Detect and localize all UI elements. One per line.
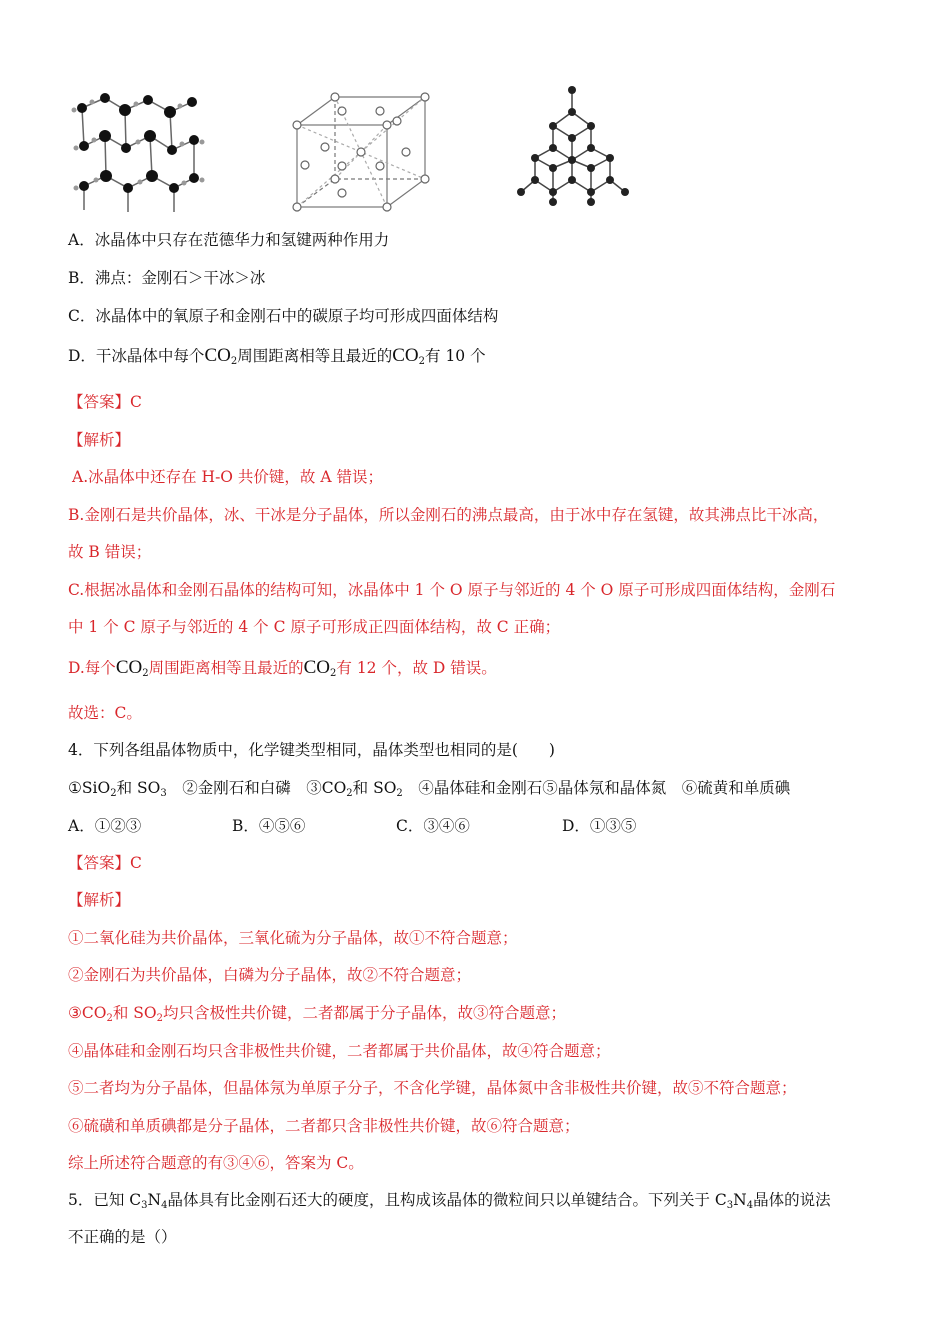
q3-option-a: A．冰晶体中只存在范德华力和氢键两种作用力 bbox=[68, 231, 390, 249]
q3-answer: 【答案】C bbox=[68, 393, 142, 411]
q3-analysis-b-line1: B.金刚石是共价晶体，冰、干冰是分子晶体，所以金刚石的沸点最高，由于冰中存在氢键，故其沸点比干冰高， bbox=[68, 506, 829, 524]
q4-analysis-2: ②金刚石为共价晶体，白磷为分子晶体，故②不符合题意； bbox=[68, 966, 472, 984]
q5-stem-line2: 不正确的是（） bbox=[68, 1228, 177, 1246]
q3-analysis-b-line2: 故 B 错误； bbox=[68, 543, 152, 561]
ice-crystal-structure-icon bbox=[70, 88, 210, 218]
q3-analysis-heading: 【解析】 bbox=[68, 431, 131, 449]
q3-option-c: C．冰晶体中的氧原子和金刚石中的碳原子均可形成四面体结构 bbox=[68, 307, 499, 325]
q4-analysis-3: $③CO_2$和 $SO_2$均只含极性共价键，二者都属于分子晶体，故③符合题意； bbox=[68, 1004, 566, 1024]
diamond-crystal-structure-icon bbox=[515, 82, 635, 212]
q4-option-a: A．①②③ bbox=[68, 817, 142, 835]
q4-analysis-6: ⑥硫磺和单质碘都是分子晶体，二者都只含非极性共价键，故⑥符合题意； bbox=[68, 1117, 580, 1135]
q4-stem: 4．下列各组晶体物质中，化学键类型相同，晶体类型也相同的是( ) bbox=[68, 741, 555, 759]
q4-options bbox=[68, 816, 636, 836]
q4-analysis-5: ⑤二者均为分子晶体，但晶体氖为单原子分子，不含化学键，晶体氮中含非极性共价键，故⑤不符合题意； bbox=[68, 1079, 797, 1097]
q4-option-d: D．①③⑤ bbox=[562, 817, 637, 835]
q3-analysis-c-line1: C.根据冰晶体和金刚石晶体的结构可知，冰晶体中 1 个 O 原子与邻近的 4 个 O 原子可形成四面体结构，金刚石 bbox=[68, 581, 836, 599]
q3-option-d: D．干冰晶体中每个$CO_2$周围距离相等且最近的$CO_2$有 10 个 bbox=[68, 345, 486, 367]
dry-ice-crystal-structure-icon bbox=[285, 85, 435, 220]
q4-analysis-heading: 【解析】 bbox=[68, 891, 131, 909]
q4-items: ①SiO$_2$和 $SO_3$ ②金刚石和白磷 $③CO_2$和 $SO_2$ ④晶体硅和金刚石⑤晶体氖和晶体氮 ⑥硫黄和单质碘 bbox=[68, 779, 791, 799]
q4-analysis-1: ①二氧化硅为共价晶体，三氧化硫为分子晶体，故①不符合题意； bbox=[68, 929, 518, 947]
q3-analysis-d: D.每个$CO_2$周围距离相等且最近的$CO_2$有 12 个，故 D 错误。 bbox=[68, 657, 497, 679]
q4-analysis-4: ④晶体硅和金刚石均只含非极性共价键，二者都属于共价晶体，故④符合题意； bbox=[68, 1042, 611, 1060]
q4-option-c: C．③④⑥ bbox=[396, 817, 470, 835]
q4-analysis-summary: 综上所述符合题意的有③④⑥，答案为 C。 bbox=[68, 1154, 364, 1172]
q4-option-b: B．④⑤⑥ bbox=[232, 817, 306, 835]
q4-answer: 【答案】C bbox=[68, 854, 142, 872]
q5-stem-line1: 5．已知 $C_3N_4$晶体具有比金刚石还大的硬度，且构成该晶体的微粒间只以单键结合。下列关于 $C_3N_4$晶体的说法 bbox=[68, 1191, 831, 1211]
q3-option-b: B．沸点：金刚石＞干冰＞冰 bbox=[68, 269, 266, 287]
q3-selection: 故选：C。 bbox=[68, 704, 142, 722]
q3-analysis-c-line2: 中 1 个 C 原子与邻近的 4 个 C 原子可形成正四面体结构，故 C 正确； bbox=[68, 618, 561, 636]
q3-analysis-a: A.冰晶体中还存在 H-O 共价键，故 A 错误； bbox=[72, 468, 383, 486]
